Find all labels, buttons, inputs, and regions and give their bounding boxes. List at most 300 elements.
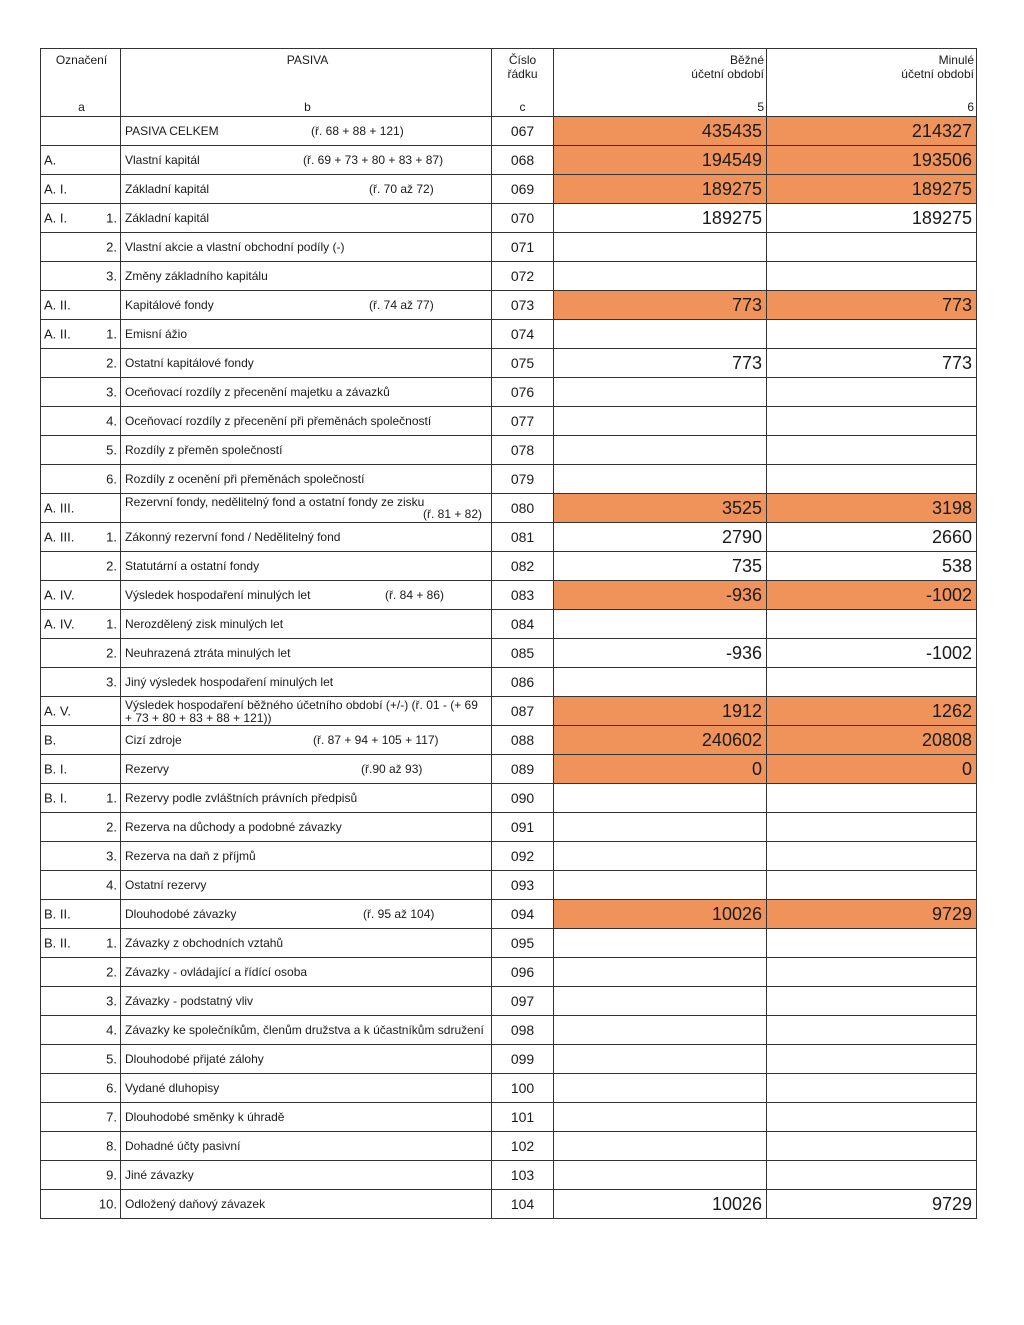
row-label: Zákonný rezervní fond / Nedělitelný fond bbox=[125, 530, 341, 544]
row-current-period-value: -936 bbox=[554, 639, 767, 668]
row-line-number: 095 bbox=[492, 929, 554, 958]
row-item-number: 7. bbox=[106, 1109, 117, 1125]
header-current-line2: účetní období bbox=[691, 67, 764, 81]
row-designation bbox=[41, 726, 121, 755]
row-label-cell bbox=[121, 610, 492, 639]
row-current-period-value bbox=[554, 436, 767, 465]
row-designation bbox=[41, 871, 121, 900]
row-previous-period-value: 189275 bbox=[767, 204, 977, 233]
row-current-period-value: 10026 bbox=[554, 900, 767, 929]
row-designation bbox=[41, 1045, 121, 1074]
row-current-period-value bbox=[554, 1132, 767, 1161]
row-previous-period-value: 20808 bbox=[767, 726, 977, 755]
row-label: Rozdíly z přeměn společností bbox=[125, 443, 283, 457]
row-designation bbox=[41, 146, 121, 175]
row-label-cell bbox=[121, 755, 492, 784]
row-previous-period-value bbox=[767, 262, 977, 291]
row-previous-period-value: -1002 bbox=[767, 581, 977, 610]
row-current-period-value: 1912 bbox=[554, 697, 767, 726]
subheader-current: 5 bbox=[554, 99, 767, 117]
row-designation bbox=[41, 1132, 121, 1161]
row-section-code: B. II. bbox=[44, 906, 71, 922]
row-label: Základní kapitál bbox=[125, 211, 210, 225]
row-label: Nerozdělený zisk minulých let bbox=[125, 617, 284, 631]
row-designation bbox=[41, 610, 121, 639]
table-row bbox=[41, 1132, 977, 1161]
row-line-number: 100 bbox=[492, 1074, 554, 1103]
row-item-number: 2. bbox=[106, 239, 117, 255]
row-item-number: 1. bbox=[106, 790, 117, 806]
row-current-period-value bbox=[554, 407, 767, 436]
row-label-cell bbox=[121, 436, 492, 465]
row-line-number: 075 bbox=[492, 349, 554, 378]
table-row bbox=[41, 378, 977, 407]
row-label: Dlouhodobé směnky k úhradě bbox=[125, 1110, 285, 1124]
row-label: Rezerva na důchody a podobné závazky bbox=[125, 820, 342, 834]
table-row bbox=[41, 175, 977, 204]
row-item-number: 10. bbox=[98, 1196, 117, 1212]
row-line-number: 072 bbox=[492, 262, 554, 291]
row-line-number: 096 bbox=[492, 958, 554, 987]
row-previous-period-value: 193506 bbox=[767, 146, 977, 175]
row-label-cell bbox=[121, 204, 492, 233]
table-row bbox=[41, 726, 977, 755]
row-designation bbox=[41, 697, 121, 726]
row-label: Emisní ážio bbox=[125, 327, 188, 341]
row-current-period-value bbox=[554, 1074, 767, 1103]
row-current-period-value: 189275 bbox=[554, 175, 767, 204]
row-label: Rozdíly z ocenění při přeměnách společností bbox=[125, 472, 365, 486]
row-label-cell bbox=[121, 146, 492, 175]
row-previous-period-value bbox=[767, 465, 977, 494]
row-item-number: 1. bbox=[106, 210, 117, 226]
row-designation bbox=[41, 407, 121, 436]
row-section-code: A. IV. bbox=[44, 587, 75, 603]
table-row bbox=[41, 262, 977, 291]
header-col-previous bbox=[767, 49, 977, 99]
row-label: Vlastní akcie a vlastní obchodní podíly (-) bbox=[125, 240, 345, 254]
row-formula: (ř. 95 až 104) bbox=[363, 907, 435, 921]
row-line-number: 094 bbox=[492, 900, 554, 929]
row-formula: (ř. 74 až 77) bbox=[369, 298, 434, 312]
row-section-code: B. I. bbox=[44, 761, 68, 777]
row-line-number: 078 bbox=[492, 436, 554, 465]
row-item-number: 8. bbox=[106, 1138, 117, 1154]
row-section-code: B. bbox=[44, 732, 57, 748]
row-label: Závazky z obchodních vztahů bbox=[125, 936, 284, 950]
row-current-period-value: 773 bbox=[554, 291, 767, 320]
row-line-number: 076 bbox=[492, 378, 554, 407]
row-label-cell bbox=[121, 1132, 492, 1161]
row-current-period-value bbox=[554, 813, 767, 842]
table-row bbox=[41, 523, 977, 552]
row-current-period-value bbox=[554, 1103, 767, 1132]
row-designation bbox=[41, 494, 121, 523]
row-current-period-value: 3525 bbox=[554, 494, 767, 523]
table-row bbox=[41, 668, 977, 697]
row-previous-period-value bbox=[767, 233, 977, 262]
row-line-number: 081 bbox=[492, 523, 554, 552]
row-line-number: 074 bbox=[492, 320, 554, 349]
row-line-number: 093 bbox=[492, 871, 554, 900]
row-formula: (ř. 68 + 88 + 121) bbox=[311, 124, 404, 138]
row-current-period-value bbox=[554, 871, 767, 900]
row-label-cell bbox=[121, 929, 492, 958]
row-label-cell bbox=[121, 262, 492, 291]
row-label-cell bbox=[121, 1190, 492, 1219]
row-label-cell bbox=[121, 871, 492, 900]
row-item-number: 1. bbox=[106, 935, 117, 951]
row-label-cell bbox=[121, 900, 492, 929]
row-current-period-value: 2790 bbox=[554, 523, 767, 552]
header-row bbox=[41, 49, 977, 99]
table-row bbox=[41, 581, 977, 610]
row-section-code: A. IV. bbox=[44, 616, 75, 632]
row-previous-period-value: 2660 bbox=[767, 523, 977, 552]
row-label-cell bbox=[121, 552, 492, 581]
row-designation bbox=[41, 262, 121, 291]
row-item-number: 2. bbox=[106, 645, 117, 661]
row-label: Základní kapitál bbox=[125, 182, 210, 196]
table-row bbox=[41, 1190, 977, 1219]
row-label: Cizí zdroje bbox=[125, 733, 182, 747]
row-label: Dlouhodobé přijaté zálohy bbox=[125, 1052, 264, 1066]
table-row bbox=[41, 320, 977, 349]
row-designation bbox=[41, 436, 121, 465]
row-label: Výsledek hospodaření běžného účetního období (+/-) (ř. 01 - (+ 69 + 73 + 80 + 83 + 88 + 121)) bbox=[125, 698, 478, 725]
row-previous-period-value bbox=[767, 813, 977, 842]
row-line-number: 103 bbox=[492, 1161, 554, 1190]
row-item-number: 4. bbox=[106, 1022, 117, 1038]
row-section-code: A. V. bbox=[44, 703, 71, 719]
row-previous-period-value bbox=[767, 1161, 977, 1190]
row-section-code: B. II. bbox=[44, 935, 71, 951]
row-line-number: 101 bbox=[492, 1103, 554, 1132]
row-designation bbox=[41, 1161, 121, 1190]
row-label: Jiný výsledek hospodaření minulých let bbox=[125, 675, 334, 689]
row-label-cell bbox=[121, 494, 492, 523]
row-previous-period-value: 1262 bbox=[767, 697, 977, 726]
row-previous-period-value bbox=[767, 784, 977, 813]
row-formula: (ř. 81 + 82) bbox=[423, 507, 483, 521]
row-item-number: 1. bbox=[106, 529, 117, 545]
row-label: Vydané dluhopisy bbox=[125, 1081, 220, 1095]
row-label: Rezervy bbox=[125, 762, 170, 776]
row-current-period-value bbox=[554, 378, 767, 407]
table-row bbox=[41, 117, 977, 146]
row-line-number: 069 bbox=[492, 175, 554, 204]
subheader-previous: 6 bbox=[767, 99, 977, 117]
row-label: Rezerva na daň z příjmů bbox=[125, 849, 256, 863]
table-row bbox=[41, 1045, 977, 1074]
row-designation bbox=[41, 117, 121, 146]
row-line-number: 090 bbox=[492, 784, 554, 813]
row-line-number: 077 bbox=[492, 407, 554, 436]
table-row bbox=[41, 639, 977, 668]
row-previous-period-value: -1002 bbox=[767, 639, 977, 668]
row-line-number: 087 bbox=[492, 697, 554, 726]
row-previous-period-value bbox=[767, 436, 977, 465]
row-label-cell bbox=[121, 233, 492, 262]
row-designation bbox=[41, 204, 121, 233]
row-label-cell bbox=[121, 349, 492, 378]
row-label: Vlastní kapitál bbox=[125, 153, 200, 167]
row-label-cell bbox=[121, 117, 492, 146]
row-current-period-value: 0 bbox=[554, 755, 767, 784]
row-designation bbox=[41, 465, 121, 494]
row-previous-period-value: 538 bbox=[767, 552, 977, 581]
row-section-code: A. II. bbox=[44, 326, 71, 342]
row-section-code: A. I. bbox=[44, 210, 68, 226]
table-row bbox=[41, 349, 977, 378]
row-previous-period-value bbox=[767, 987, 977, 1016]
row-previous-period-value: 9729 bbox=[767, 1190, 977, 1219]
row-line-number: 089 bbox=[492, 755, 554, 784]
row-item-number: 1. bbox=[106, 326, 117, 342]
row-formula: (ř. 69 + 73 + 80 + 83 + 87) bbox=[303, 153, 444, 167]
row-item-number: 3. bbox=[106, 848, 117, 864]
liabilities-table bbox=[40, 48, 977, 1219]
row-previous-period-value bbox=[767, 1103, 977, 1132]
row-current-period-value: 435435 bbox=[554, 117, 767, 146]
row-label-cell bbox=[121, 842, 492, 871]
row-label: Ostatní rezervy bbox=[125, 878, 207, 892]
row-current-period-value bbox=[554, 842, 767, 871]
row-line-number: 071 bbox=[492, 233, 554, 262]
row-current-period-value bbox=[554, 262, 767, 291]
header-col-c: Číslo řádku bbox=[492, 49, 554, 99]
row-current-period-value: -936 bbox=[554, 581, 767, 610]
row-item-number: 3. bbox=[106, 268, 117, 284]
row-designation bbox=[41, 755, 121, 784]
row-label-cell bbox=[121, 291, 492, 320]
row-label: Závazky - podstatný vliv bbox=[125, 994, 254, 1008]
row-previous-period-value bbox=[767, 842, 977, 871]
row-line-number: 104 bbox=[492, 1190, 554, 1219]
row-item-number: 3. bbox=[106, 384, 117, 400]
row-label: Jiné závazky bbox=[125, 1168, 194, 1182]
row-previous-period-value: 9729 bbox=[767, 900, 977, 929]
row-line-number: 068 bbox=[492, 146, 554, 175]
row-designation bbox=[41, 987, 121, 1016]
table-row bbox=[41, 552, 977, 581]
row-designation bbox=[41, 1190, 121, 1219]
row-item-number: 2. bbox=[106, 355, 117, 371]
row-label: Oceňovací rozdíly z přecenění při přeměnách společností bbox=[125, 414, 432, 428]
row-label-cell bbox=[121, 1016, 492, 1045]
row-line-number: 099 bbox=[492, 1045, 554, 1074]
row-designation bbox=[41, 320, 121, 349]
row-previous-period-value: 773 bbox=[767, 349, 977, 378]
row-current-period-value: 10026 bbox=[554, 1190, 767, 1219]
row-section-code: A. III. bbox=[44, 500, 75, 516]
table-row bbox=[41, 1161, 977, 1190]
row-line-number: 085 bbox=[492, 639, 554, 668]
row-current-period-value bbox=[554, 958, 767, 987]
row-label: Ostatní kapitálové fondy bbox=[125, 356, 254, 370]
row-label-cell bbox=[121, 523, 492, 552]
row-designation bbox=[41, 958, 121, 987]
header-previous-line2: účetní období bbox=[901, 67, 974, 81]
header-col-a: Označení bbox=[41, 49, 121, 99]
subheader-row bbox=[41, 99, 977, 117]
row-designation bbox=[41, 1016, 121, 1045]
table-row bbox=[41, 465, 977, 494]
subheader-c: c bbox=[492, 99, 554, 117]
row-label: Kapitálové fondy bbox=[125, 298, 214, 312]
row-label: PASIVA CELKEM bbox=[125, 124, 219, 138]
row-label: Výsledek hospodaření minulých let bbox=[125, 588, 311, 602]
row-designation bbox=[41, 1103, 121, 1132]
row-current-period-value bbox=[554, 1045, 767, 1074]
table-row bbox=[41, 929, 977, 958]
row-previous-period-value bbox=[767, 668, 977, 697]
row-label: Závazky ke společníkům, členům družstva a k účastníkům sdružení bbox=[125, 1023, 484, 1037]
table-row bbox=[41, 784, 977, 813]
table-row bbox=[41, 291, 977, 320]
row-formula: (ř. 84 + 86) bbox=[385, 588, 445, 602]
row-designation bbox=[41, 784, 121, 813]
row-previous-period-value bbox=[767, 1045, 977, 1074]
row-line-number: 080 bbox=[492, 494, 554, 523]
table-row bbox=[41, 697, 977, 726]
row-current-period-value: 735 bbox=[554, 552, 767, 581]
row-designation bbox=[41, 668, 121, 697]
row-item-number: 2. bbox=[106, 819, 117, 835]
row-item-number: 6. bbox=[106, 1080, 117, 1096]
row-label: Rezervní fondy, nedělitelný fond a ostatní fondy ze zisku bbox=[125, 495, 425, 509]
row-designation bbox=[41, 233, 121, 262]
row-label-cell bbox=[121, 378, 492, 407]
row-previous-period-value bbox=[767, 1132, 977, 1161]
row-line-number: 083 bbox=[492, 581, 554, 610]
row-item-number: 5. bbox=[106, 442, 117, 458]
row-designation bbox=[41, 175, 121, 204]
row-line-number: 097 bbox=[492, 987, 554, 1016]
subheader-a: a bbox=[41, 99, 121, 117]
row-label-cell bbox=[121, 1074, 492, 1103]
table-row bbox=[41, 842, 977, 871]
row-label-cell bbox=[121, 465, 492, 494]
row-current-period-value bbox=[554, 1161, 767, 1190]
table-row bbox=[41, 407, 977, 436]
row-label-cell bbox=[121, 1161, 492, 1190]
row-previous-period-value: 773 bbox=[767, 291, 977, 320]
row-designation bbox=[41, 581, 121, 610]
table-row bbox=[41, 233, 977, 262]
row-label: Neuhrazená ztráta minulých let bbox=[125, 646, 291, 660]
row-label-cell bbox=[121, 697, 492, 726]
row-current-period-value bbox=[554, 987, 767, 1016]
row-line-number: 082 bbox=[492, 552, 554, 581]
row-label-cell bbox=[121, 813, 492, 842]
row-line-number: 067 bbox=[492, 117, 554, 146]
row-designation bbox=[41, 900, 121, 929]
row-item-number: 9. bbox=[106, 1167, 117, 1183]
row-previous-period-value bbox=[767, 610, 977, 639]
row-item-number: 2. bbox=[106, 558, 117, 574]
table-row bbox=[41, 755, 977, 784]
row-current-period-value bbox=[554, 668, 767, 697]
row-designation bbox=[41, 378, 121, 407]
row-label-cell bbox=[121, 1103, 492, 1132]
row-section-code: B. I. bbox=[44, 790, 68, 806]
row-formula: (ř.90 až 93) bbox=[361, 762, 423, 776]
row-designation bbox=[41, 929, 121, 958]
row-designation bbox=[41, 813, 121, 842]
row-previous-period-value bbox=[767, 1016, 977, 1045]
table-row bbox=[41, 987, 977, 1016]
row-designation bbox=[41, 523, 121, 552]
row-line-number: 073 bbox=[492, 291, 554, 320]
row-label: Odložený daňový závazek bbox=[125, 1197, 266, 1211]
row-item-number: 3. bbox=[106, 674, 117, 690]
row-previous-period-value bbox=[767, 1074, 977, 1103]
row-section-code: A. III. bbox=[44, 529, 75, 545]
row-label-cell bbox=[121, 581, 492, 610]
row-previous-period-value bbox=[767, 407, 977, 436]
header-col-b: PASIVA bbox=[121, 49, 492, 99]
row-item-number: 6. bbox=[106, 471, 117, 487]
row-designation bbox=[41, 1074, 121, 1103]
header-col-current bbox=[554, 49, 767, 99]
row-section-code: A. bbox=[44, 152, 57, 168]
row-line-number: 088 bbox=[492, 726, 554, 755]
row-section-code: A. I. bbox=[44, 181, 68, 197]
row-item-number: 4. bbox=[106, 877, 117, 893]
table-row bbox=[41, 813, 977, 842]
row-item-number: 3. bbox=[106, 993, 117, 1009]
row-item-number: 2. bbox=[106, 964, 117, 980]
row-line-number: 079 bbox=[492, 465, 554, 494]
row-item-number: 5. bbox=[106, 1051, 117, 1067]
table-row bbox=[41, 900, 977, 929]
row-label-cell bbox=[121, 784, 492, 813]
table-row bbox=[41, 494, 977, 523]
row-current-period-value: 773 bbox=[554, 349, 767, 378]
row-label: Rezervy podle zvláštních právních předpisů bbox=[125, 791, 358, 805]
row-label-cell bbox=[121, 1045, 492, 1074]
row-current-period-value bbox=[554, 465, 767, 494]
header-current-line1: Běžné bbox=[729, 53, 764, 67]
row-previous-period-value: 214327 bbox=[767, 117, 977, 146]
row-previous-period-value: 0 bbox=[767, 755, 977, 784]
row-label-cell bbox=[121, 639, 492, 668]
row-current-period-value bbox=[554, 1016, 767, 1045]
row-current-period-value: 189275 bbox=[554, 204, 767, 233]
subheader-b: b bbox=[121, 99, 492, 117]
row-designation bbox=[41, 842, 121, 871]
row-label-cell bbox=[121, 726, 492, 755]
row-item-number: 1. bbox=[106, 616, 117, 632]
table-row bbox=[41, 204, 977, 233]
row-formula: (ř. 87 + 94 + 105 + 117) bbox=[313, 733, 439, 747]
table-row bbox=[41, 610, 977, 639]
table-row bbox=[41, 436, 977, 465]
table-row bbox=[41, 146, 977, 175]
row-label-cell bbox=[121, 175, 492, 204]
row-previous-period-value: 189275 bbox=[767, 175, 977, 204]
row-current-period-value bbox=[554, 784, 767, 813]
row-label-cell bbox=[121, 407, 492, 436]
row-label: Dohadné účty pasivní bbox=[125, 1139, 241, 1153]
row-previous-period-value bbox=[767, 320, 977, 349]
row-label: Závazky - ovládající a řídící osoba bbox=[125, 965, 308, 979]
row-current-period-value bbox=[554, 320, 767, 349]
table-row bbox=[41, 958, 977, 987]
row-formula: (ř. 70 až 72) bbox=[369, 182, 434, 196]
row-previous-period-value bbox=[767, 378, 977, 407]
